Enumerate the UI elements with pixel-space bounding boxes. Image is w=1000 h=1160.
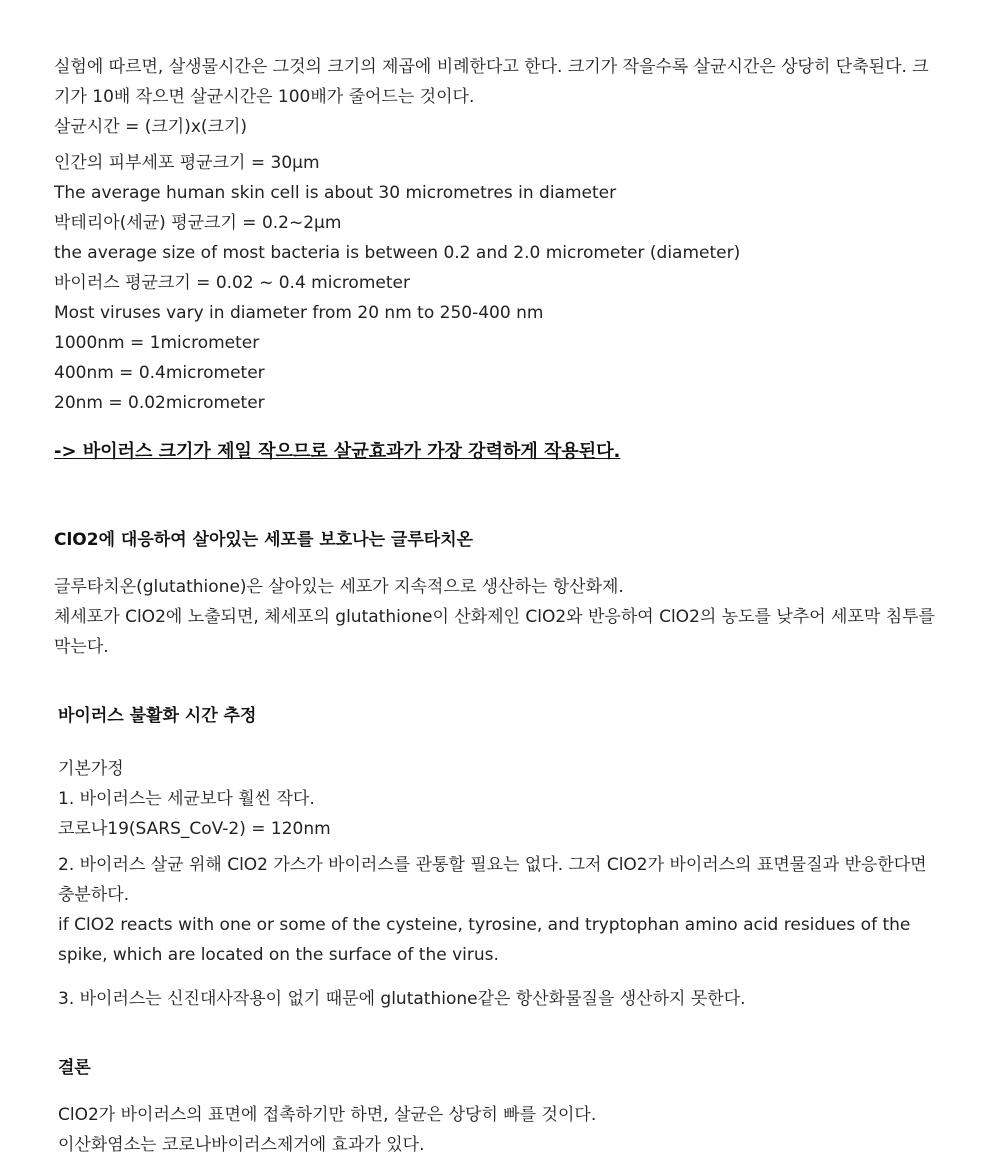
assumption-item-2: 2. 바이러스 살균 위해 ClO2 가스가 바이러스를 관통할 필요는 없다. 그저 ClO2가 바이러스의 표면물질과 반응한다면 충분하다. <box>58 855 927 905</box>
assumption-item-2-english: if ClO2 reacts with one or some of the cysteine, tyrosine, and tryptophan amino acid residues of the spike, which are located on the surface of the virus. <box>58 915 911 965</box>
glutathione-line-1: 글루타치온(glutathione)은 살아있는 세포가 지속적으로 생산하는 항산화제. <box>54 577 624 597</box>
conversion-2: 400nm = 0.4micrometer <box>54 363 265 383</box>
result-line-2: 이산화염소는 코로나바이러스제거에 효과가 있다. <box>58 1135 425 1155</box>
glutathione-paragraph: 체세포가 ClO2에 노출되면, 체세포의 glutathione이 산화제인 ClO2와 반응하여 ClO2의 농도를 낮추어 세포막 침투를 막는다. <box>54 607 935 657</box>
bacteria-size-ko: 박테리아(세균) 평균크기 = 0.2~2μm <box>54 213 342 233</box>
assumption-item-1: 1. 바이러스는 세균보다 훨씬 작다. <box>58 789 315 809</box>
conversion-1: 1000nm = 1micrometer <box>54 333 260 353</box>
formula-line: 살균시간 = (크기)x(크기) <box>54 117 248 137</box>
glutathione-heading: ClO2에 대응하여 살아있는 세포를 보호나는 글루타치온 <box>54 530 474 550</box>
estimate-heading: 바이러스 불활화 시간 추정 <box>58 706 257 726</box>
size-conclusion: -> 바이러스 크기가 제일 작으므로 살균효과가 가장 강력하게 작용된다. <box>54 441 621 462</box>
virus-size-en: Most viruses vary in diameter from 20 nm to 250-400 nm <box>54 303 544 323</box>
skin-size-en: The average human skin cell is about 30 micrometres in diameter <box>54 183 617 203</box>
result-line-1: ClO2가 바이러스의 표면에 접촉하기만 하면, 살균은 상당히 빠를 것이다. <box>58 1105 597 1125</box>
intro-paragraph: 실험에 따르면, 살생물시간은 그것의 크기의 제곱에 비례한다고 한다. 크기가 작을수록 살균시간은 상당히 단축된다. 크기가 10배 작으면 살균시간은 100배가 줄어드는 것이다. <box>54 57 929 107</box>
basic-assumption-label: 기본가정 <box>58 759 124 779</box>
assumption-item-1-detail: 코로나19(SARS_CoV-2) = 120nm <box>58 819 331 839</box>
virus-size-ko: 바이러스 평균크기 = 0.02 ~ 0.4 micrometer <box>54 273 410 293</box>
bacteria-size-en: the average size of most bacteria is between 0.2 and 2.0 micrometer (diameter) <box>54 243 741 263</box>
result-heading: 결론 <box>58 1058 91 1078</box>
assumption-item-3: 3. 바이러스는 신진대사작용이 없기 때문에 glutathione같은 항산화물질을 생산하지 못한다. <box>58 989 746 1009</box>
skin-size-ko: 인간의 피부세포 평균크기 = 30μm <box>54 153 320 173</box>
conversion-3: 20nm = 0.02micrometer <box>54 393 265 413</box>
